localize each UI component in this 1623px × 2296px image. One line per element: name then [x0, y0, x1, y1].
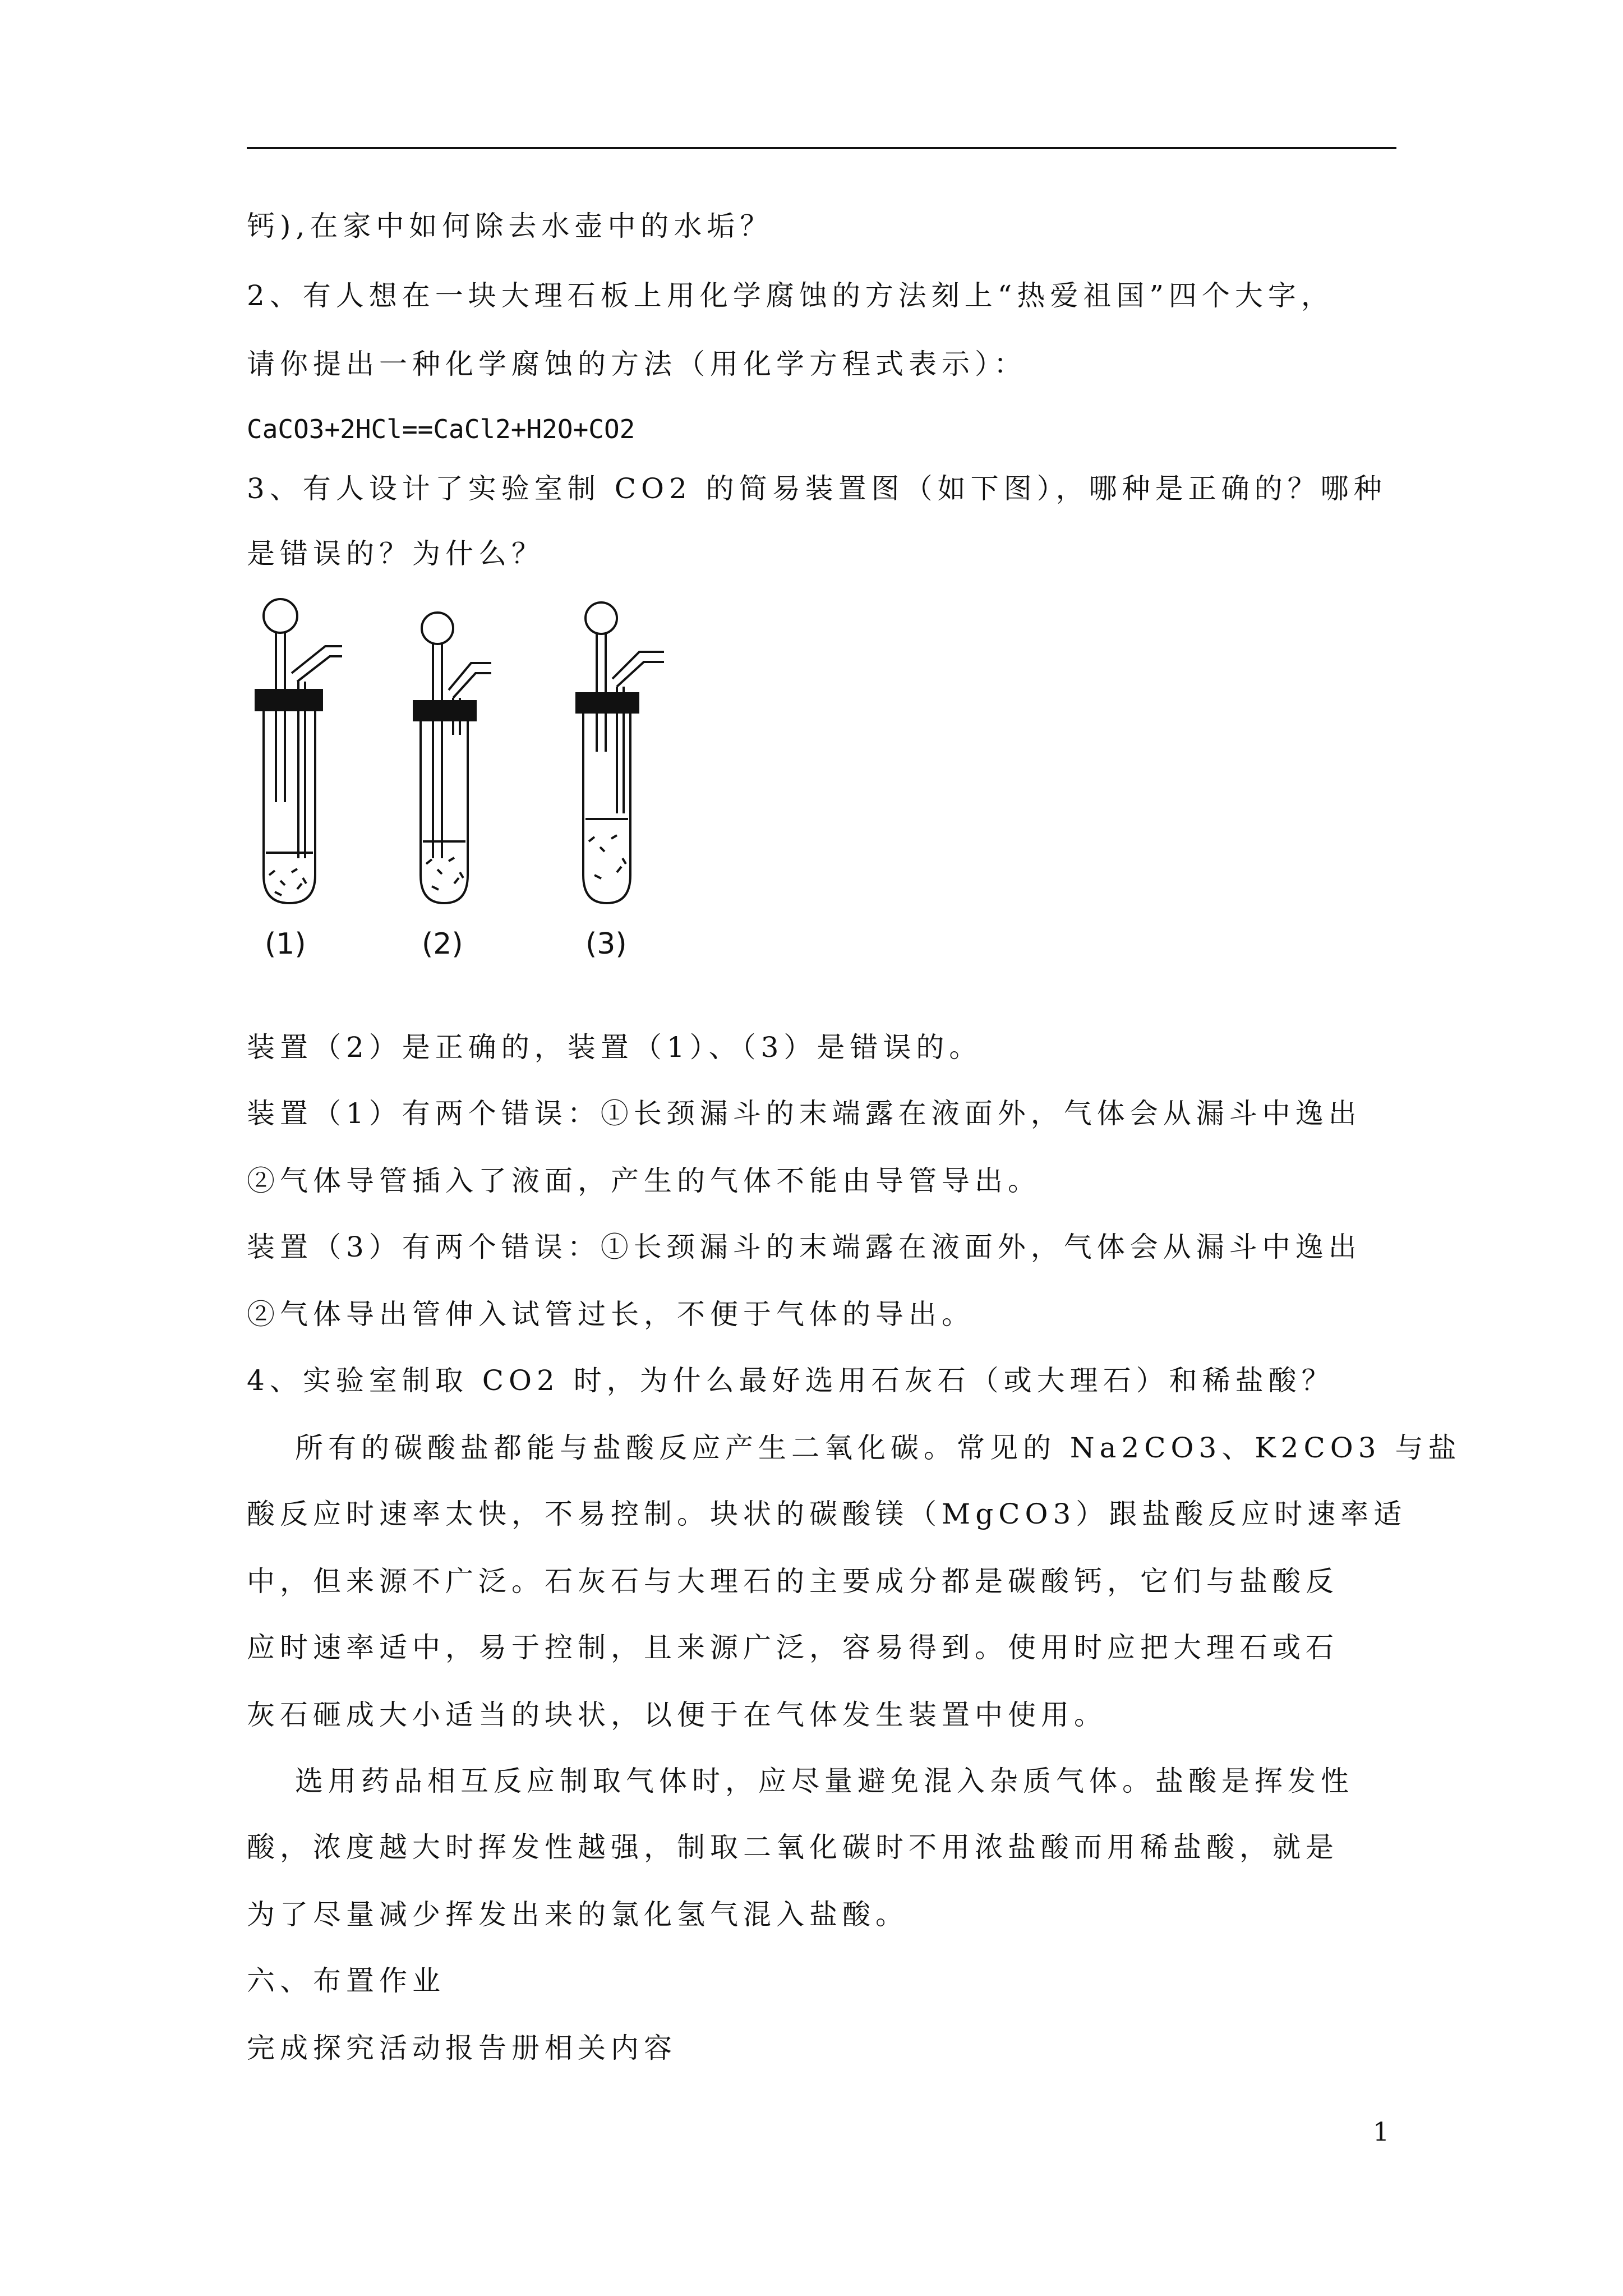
answer-4-para2-line-1: 选用药品相互反应制取气体时，应尽量避免混入杂质气体。盐酸是挥发性 — [295, 1765, 1354, 1797]
answer-4-para1-line-1: 所有的碳酸盐都能与盐酸反应产生二氧化碳。常见的 Na2CO3、K2CO3 与盐 — [295, 1432, 1461, 1464]
answer-4-para1-line-3: 中，但来源不广泛。石灰石与大理石的主要成分都是碳酸钙，它们与盐酸反 — [247, 1565, 1339, 1598]
answer-4-para1-line-2: 酸反应时速率太快，不易控制。块状的碳酸镁（MgCO3）跟盐酸反应时速率适 — [247, 1498, 1407, 1530]
question-3-line-1: 3、有人设计了实验室制 CO2 的简易装置图（如下图），哪种是正确的？哪种 — [247, 472, 1387, 505]
header-rule — [247, 147, 1396, 149]
apparatus-3 — [577, 602, 664, 903]
question-2-line-2: 请你提出一种化学腐蚀的方法（用化学方程式表示）： — [247, 348, 1027, 380]
answer-3-line-5: ②气体导出管伸入试管过长，不便于气体的导出。 — [247, 1298, 975, 1331]
label-1: (1) — [265, 927, 306, 961]
chemical-equation: CaCO3+2HCl==CaCl2+H2O+CO2 — [247, 414, 635, 444]
answer-3-line-4: 装置（3）有两个错误：①长颈漏斗的末端露在液面外，气体会从漏斗中逸出 — [247, 1231, 1362, 1263]
question-4: 4、实验室制取 CO2 时，为什么最好选用石灰石（或大理石）和稀盐酸？ — [247, 1364, 1335, 1397]
apparatus-2 — [414, 613, 491, 903]
answer-3-line-3: ②气体导管插入了液面，产生的气体不能由导管导出。 — [247, 1165, 1041, 1197]
text-line-1: 钙),在家中如何除去水壶中的水垢？ — [247, 210, 773, 242]
label-2: (2) — [422, 927, 463, 961]
question-2-line-1: 2、有人想在一块大理石板上用化学腐蚀的方法刻上“热爱祖国”四个大字， — [247, 279, 1334, 312]
answer-3-line-2: 装置（1）有两个错误：①长颈漏斗的末端露在液面外，气体会从漏斗中逸出 — [247, 1097, 1362, 1130]
answer-4-para1-line-5: 灰石砸成大小适当的块状，以便于在气体发生装置中使用。 — [247, 1699, 1107, 1731]
label-3: (3) — [585, 927, 627, 961]
answer-4-para1-line-4: 应时速率适中，易于控制，且来源广泛，容易得到。使用时应把大理石或石 — [247, 1631, 1339, 1664]
co2-apparatus-figure — [236, 583, 707, 976]
question-3-line-2: 是错误的？为什么？ — [247, 537, 545, 570]
answer-4-para2-line-3: 为了尽量减少挥发出来的氯化氢气混入盐酸。 — [247, 1898, 909, 1931]
answer-3-line-1: 装置（2）是正确的，装置（1）、（3）是错误的。 — [247, 1031, 983, 1064]
section-6-heading: 六、布置作业 — [247, 1964, 445, 1997]
page-number: 1 — [1373, 2116, 1390, 2147]
apparatus-1 — [256, 599, 342, 903]
answer-4-para2-line-2: 酸，浓度越大时挥发性越强，制取二氧化碳时不用浓盐酸而用稀盐酸，就是 — [247, 1831, 1339, 1864]
apparatus-drawing — [236, 583, 707, 976]
homework-text: 完成探究活动报告册相关内容 — [247, 2032, 677, 2064]
